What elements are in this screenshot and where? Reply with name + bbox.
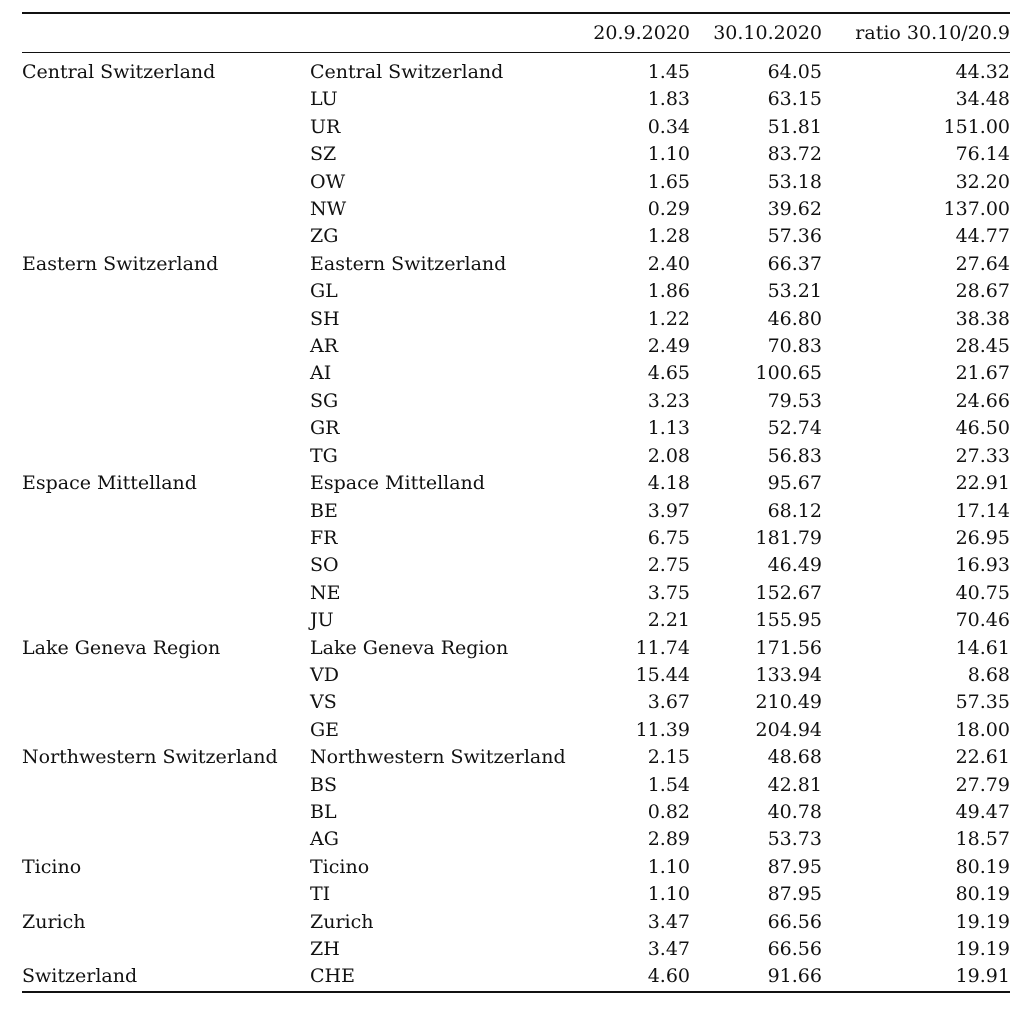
cell-value-30-10-2020: 48.68 [767,746,822,769]
cell-ratio: 17.14 [955,499,1010,522]
cell-value-30-10-2020: 204.94 [755,718,822,741]
cell-region [22,498,310,525]
table-row [22,169,1010,196]
cell-value-30-10-2020: 66.37 [767,252,822,275]
cell-ratio: 27.33 [955,444,1010,467]
cell-subregion: Espace Mittelland [310,472,485,495]
cell-region [22,443,310,470]
cell-subregion: Zurich [310,910,374,933]
cell-value-30-10-2020: 152.67 [755,581,822,604]
cell-value-20-9-2020: 1.45 [647,61,690,83]
cell-ratio: 8.68 [967,663,1010,686]
cell-region [22,333,310,360]
table-row [22,689,1010,716]
cell-ratio: 19.91 [955,965,1010,988]
table-row [22,306,1010,333]
cell-value-20-9-2020: 2.08 [647,444,690,467]
table-row [22,388,1010,415]
cell-region [22,114,310,141]
cell-value-20-9-2020: 0.34 [647,115,690,138]
table-row [22,223,1010,250]
cell-ratio: 24.66 [955,389,1010,412]
cell-ratio: 14.61 [955,636,1010,659]
table-row [22,498,1010,525]
cell-value-30-10-2020: 57.36 [767,225,822,248]
cell-ratio: 44.77 [955,225,1010,248]
cell-value-30-10-2020: 51.81 [767,115,822,138]
cell-value-20-9-2020: 3.67 [647,691,690,714]
table-row [22,826,1010,853]
cell-region [22,415,310,442]
cell-subregion: Eastern Switzerland [310,252,507,275]
cell-ratio: 70.46 [955,609,1010,632]
cell-value-30-10-2020: 70.83 [767,335,822,358]
cell-value-20-9-2020: 15.44 [635,663,690,686]
cell-subregion: AI [310,362,332,385]
cell-value-20-9-2020: 1.65 [647,170,690,193]
cell-value-30-10-2020: 53.73 [767,828,822,851]
cell-ratio: 26.95 [955,526,1010,549]
cell-value-30-10-2020: 46.80 [767,307,822,330]
cell-value-20-9-2020: 2.75 [647,554,690,577]
cell-value-30-10-2020: 155.95 [755,609,822,632]
table-row [22,662,1010,689]
cell-value-30-10-2020: 56.83 [767,444,822,467]
cell-region [22,580,310,607]
cell-region [22,936,310,963]
cell-ratio: 18.00 [955,718,1010,741]
cell-value-20-9-2020: 3.75 [647,581,690,604]
cell-value-30-10-2020: 68.12 [767,499,822,522]
cell-subregion: CHE [310,965,355,988]
table-row [22,772,1010,799]
cell-subregion: AG [310,828,339,851]
cell-value-30-10-2020: 171.56 [755,636,822,659]
cell-value-20-9-2020: 3.97 [647,499,690,522]
cell-subregion: BS [310,773,337,796]
cell-ratio: 151.00 [943,115,1010,138]
cell-subregion: NE [310,581,341,604]
cell-value-30-10-2020: 100.65 [755,362,822,385]
cell-region [22,306,310,333]
cell-region: Switzerland [22,965,138,988]
data-table-body-wrapper [22,59,1010,991]
cell-region: Eastern Switzerland [22,252,219,275]
table-row [22,415,1010,442]
table-row [22,141,1010,168]
cell-value-20-9-2020: 11.74 [635,636,690,659]
cell-value-20-9-2020: 3.47 [647,938,690,960]
cell-ratio: 19.19 [955,910,1010,933]
cell-value-30-10-2020: 46.49 [767,554,822,577]
cell-ratio: 18.57 [955,828,1010,851]
cell-ratio: 34.48 [955,88,1010,111]
cell-subregion: ZG [310,225,339,248]
header-subregion [310,14,590,52]
cell-subregion: LU [310,88,338,111]
cell-value-30-10-2020: 79.53 [767,389,822,412]
header-region [22,14,310,52]
cell-value-30-10-2020: 181.79 [755,526,822,549]
cell-ratio: 80.19 [955,855,1010,878]
cell-value-30-10-2020: 87.95 [767,855,822,878]
cell-region [22,196,310,223]
cell-value-30-10-2020: 210.49 [755,691,822,714]
table-header [22,14,1010,52]
header-ratio: ratio 30.10/20.9 [855,22,1010,44]
cell-region [22,799,310,826]
cell-value-30-10-2020: 91.66 [767,965,822,988]
cell-value-30-10-2020: 42.81 [767,773,822,796]
cell-region [22,717,310,744]
cell-region: Lake Geneva Region [22,636,221,659]
cell-value-30-10-2020: 39.62 [767,198,822,221]
table-row [22,717,1010,744]
cell-value-20-9-2020: 0.29 [647,198,690,221]
cell-value-20-9-2020: 1.86 [647,280,690,303]
table-row [22,936,1010,963]
header-row [22,14,1010,52]
cell-value-20-9-2020: 1.13 [647,417,690,440]
cell-subregion: NW [310,198,347,221]
cell-value-20-9-2020: 3.47 [647,910,690,933]
cell-subregion: ZH [310,938,340,960]
cell-ratio: 22.61 [955,746,1010,769]
cell-region [22,141,310,168]
cell-subregion: Northwestern Switzerland [310,746,566,769]
cell-region [22,826,310,853]
cell-ratio: 19.19 [955,938,1010,960]
cell-value-20-9-2020: 1.10 [647,883,690,906]
cell-subregion: Ticino [310,855,370,878]
cell-value-30-10-2020: 40.78 [767,800,822,823]
cell-ratio: 32.20 [955,170,1010,193]
table-row [22,196,1010,223]
table-row [22,580,1010,607]
cell-value-30-10-2020: 95.67 [767,472,822,495]
cell-region [22,552,310,579]
cell-value-20-9-2020: 11.39 [635,718,690,741]
cell-subregion: GL [310,280,338,303]
cell-ratio: 137.00 [943,198,1010,221]
cell-subregion: SH [310,307,340,330]
cell-subregion: BE [310,499,338,522]
table-row [22,525,1010,552]
cell-region [22,607,310,634]
cell-subregion: SG [310,389,339,412]
cell-region: Zurich [22,910,86,933]
table-row [22,59,1010,86]
cell-ratio: 49.47 [955,800,1010,823]
cell-region [22,881,310,908]
cell-subregion: SZ [310,143,337,166]
cell-subregion: UR [310,115,341,138]
cell-value-30-10-2020: 64.05 [767,61,822,83]
cell-value-20-9-2020: 4.18 [647,472,690,495]
data-table [22,14,1010,52]
cell-value-20-9-2020: 1.54 [647,773,690,796]
cell-value-20-9-2020: 1.28 [647,225,690,248]
header-date-1: 20.9.2020 [593,22,690,44]
cell-ratio: 28.67 [955,280,1010,303]
table-row [22,278,1010,305]
cell-value-20-9-2020: 2.15 [647,746,690,769]
table-row [22,470,1010,497]
cell-ratio: 16.93 [955,554,1010,577]
cell-value-30-10-2020: 66.56 [767,938,822,960]
cell-subregion: TG [310,444,338,467]
table-row [22,854,1010,881]
cell-ratio: 22.91 [955,472,1010,495]
cell-value-20-9-2020: 2.21 [647,609,690,632]
header-date-2: 30.10.2020 [713,22,822,44]
cell-subregion: OW [310,170,346,193]
cell-value-20-9-2020: 1.10 [647,143,690,166]
cell-value-20-9-2020: 3.23 [647,389,690,412]
cell-region [22,525,310,552]
cell-region [22,388,310,415]
cell-subregion: Central Switzerland [310,61,504,83]
cell-value-30-10-2020: 83.72 [767,143,822,166]
cell-region [22,360,310,387]
cell-subregion: SO [310,554,339,577]
cell-region [22,662,310,689]
cell-value-30-10-2020: 52.74 [767,417,822,440]
cell-ratio: 28.45 [955,335,1010,358]
cell-ratio: 44.32 [955,61,1010,83]
cell-value-20-9-2020: 6.75 [647,526,690,549]
cell-region: Northwestern Switzerland [22,746,278,769]
cell-ratio: 76.14 [955,143,1010,166]
cell-value-20-9-2020: 2.49 [647,335,690,358]
cell-region [22,689,310,716]
table-row [22,86,1010,113]
cell-ratio: 57.35 [955,691,1010,714]
table-row [22,333,1010,360]
cell-region: Espace Mittelland [22,472,197,495]
cell-value-30-10-2020: 53.18 [767,170,822,193]
table-row [22,552,1010,579]
cell-region [22,772,310,799]
cell-ratio: 27.64 [955,252,1010,275]
cell-subregion: BL [310,800,337,823]
cell-ratio: 40.75 [955,581,1010,604]
cell-subregion: TI [310,883,331,906]
table-bottom-rule [22,991,1010,993]
cell-subregion: GR [310,417,340,440]
cell-value-30-10-2020: 87.95 [767,883,822,906]
table-row [22,744,1010,771]
cell-value-30-10-2020: 133.94 [755,663,822,686]
table-row [22,881,1010,908]
cell-value-20-9-2020: 1.22 [647,307,690,330]
cell-value-30-10-2020: 63.15 [767,88,822,111]
table-row [22,909,1010,936]
cell-ratio: 27.79 [955,773,1010,796]
table-body [22,59,1010,991]
cell-value-30-10-2020: 53.21 [767,280,822,303]
cell-ratio: 38.38 [955,307,1010,330]
cell-value-20-9-2020: 2.40 [647,252,690,275]
data-table-container [22,12,1010,993]
cell-region: Ticino [22,855,82,878]
cell-value-20-9-2020: 4.65 [647,362,690,385]
table-row [22,635,1010,662]
table-row [22,443,1010,470]
table-row [22,251,1010,278]
cell-subregion: FR [310,526,338,549]
table-row [22,114,1010,141]
table-row [22,799,1010,826]
cell-subregion: VD [310,663,339,686]
table-row [22,360,1010,387]
cell-region [22,278,310,305]
cell-value-20-9-2020: 2.89 [647,828,690,851]
cell-subregion: GE [310,718,340,741]
cell-value-20-9-2020: 1.83 [647,88,690,111]
cell-value-20-9-2020: 4.60 [647,965,690,988]
cell-region [22,86,310,113]
cell-region [22,223,310,250]
cell-region [22,169,310,196]
table-row [22,963,1010,990]
cell-subregion: JU [310,609,334,632]
table-row [22,607,1010,634]
cell-subregion: VS [310,691,337,714]
cell-region: Central Switzerland [22,61,216,83]
cell-value-20-9-2020: 0.82 [647,800,690,823]
cell-value-30-10-2020: 66.56 [767,910,822,933]
cell-subregion: AR [310,335,339,358]
cell-subregion: Lake Geneva Region [310,636,509,659]
cell-ratio: 46.50 [955,417,1010,440]
cell-ratio: 21.67 [955,362,1010,385]
cell-value-20-9-2020: 1.10 [647,855,690,878]
cell-ratio: 80.19 [955,883,1010,906]
